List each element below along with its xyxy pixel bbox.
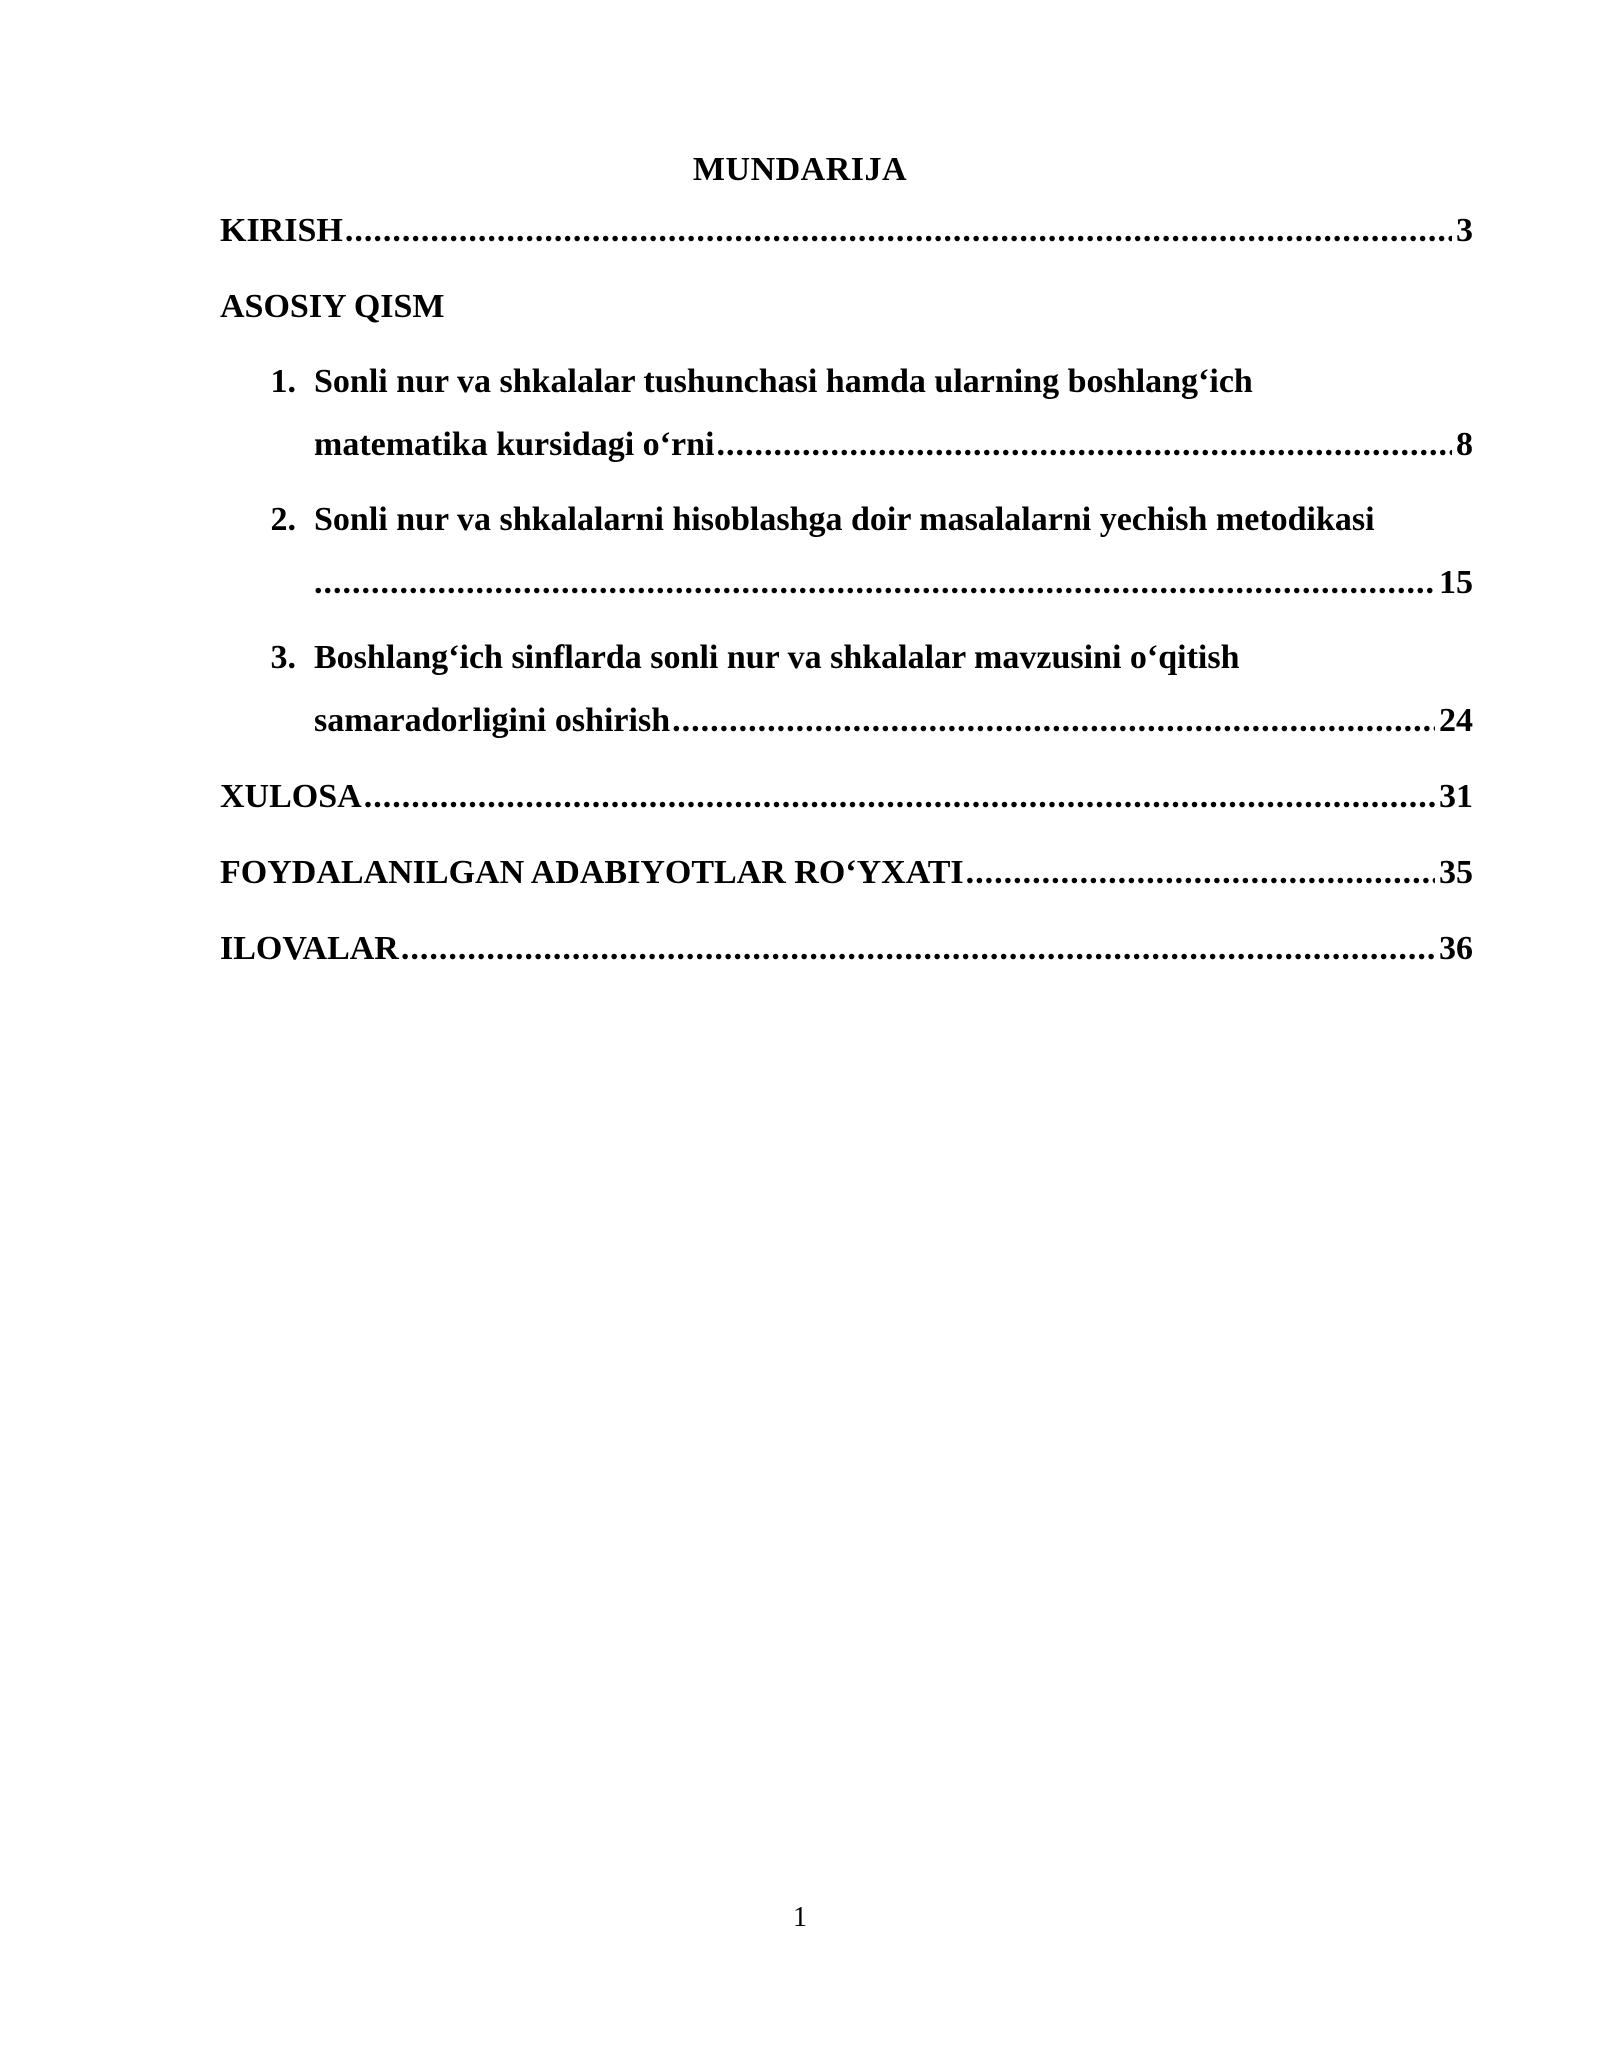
- toc-item-3-line1[interactable]: Boshlang‘ich sinflarda sonli nur va shkalalar mavzusini o‘qitish: [314, 639, 1240, 676]
- dot-leader: [966, 851, 1435, 895]
- toc-page-number: 35: [1439, 854, 1473, 891]
- dot-leader: [345, 209, 1452, 253]
- toc-page-number: 3: [1456, 212, 1473, 249]
- toc-entry-adabiyotlar[interactable]: [220, 851, 1473, 895]
- page-title: MUNDARIJA: [692, 151, 908, 188]
- dot-leader: [314, 561, 1435, 605]
- toc-entry-kirish[interactable]: [220, 209, 1473, 253]
- toc-item-number: 1.: [270, 363, 296, 400]
- toc-page-number: 24: [1439, 702, 1473, 739]
- dot-leader: [364, 775, 1435, 819]
- toc-entry-label: FOYDALANILGAN ADABIYOTLAR RO‘YXATI: [220, 854, 964, 891]
- toc-item-1-line1[interactable]: Sonli nur va shkalalar tushunchasi hamda ularning boshlang‘ich: [314, 363, 1253, 400]
- toc-page-number: 8: [1456, 426, 1473, 463]
- toc-page-number: 31: [1439, 778, 1473, 815]
- toc-item-1[interactable]: [314, 423, 1473, 467]
- dot-leader: [716, 423, 1452, 467]
- toc-entry-ilovalar[interactable]: [220, 927, 1473, 971]
- toc-entry-label: ILOVALAR: [220, 930, 399, 967]
- toc-page-number: 15: [1439, 564, 1473, 601]
- toc-entry-label: KIRISH: [220, 212, 343, 249]
- toc-item-number: 3.: [270, 639, 296, 676]
- toc-item-3[interactable]: [314, 699, 1473, 743]
- toc-entry-label: XULOSA: [220, 778, 362, 815]
- toc-section-heading: ASOSIY QISM: [220, 288, 445, 325]
- page-number: 1: [793, 1902, 807, 1933]
- toc-entry-label: matematika kursidagi o‘rni: [314, 426, 715, 463]
- toc-item-2-line1[interactable]: Sonli nur va shkalalarni hisoblashga doir masalalarni yechish metodikasi: [314, 501, 1375, 538]
- toc-item-number: 2.: [270, 501, 296, 538]
- dot-leader: [401, 927, 1435, 971]
- dot-leader: [672, 699, 1435, 743]
- toc-page-number: 36: [1439, 930, 1473, 967]
- toc-entry-label: samaradorligini oshirish: [314, 702, 671, 739]
- toc-item-2[interactable]: [314, 561, 1473, 605]
- toc-entry-xulosa[interactable]: [220, 775, 1473, 819]
